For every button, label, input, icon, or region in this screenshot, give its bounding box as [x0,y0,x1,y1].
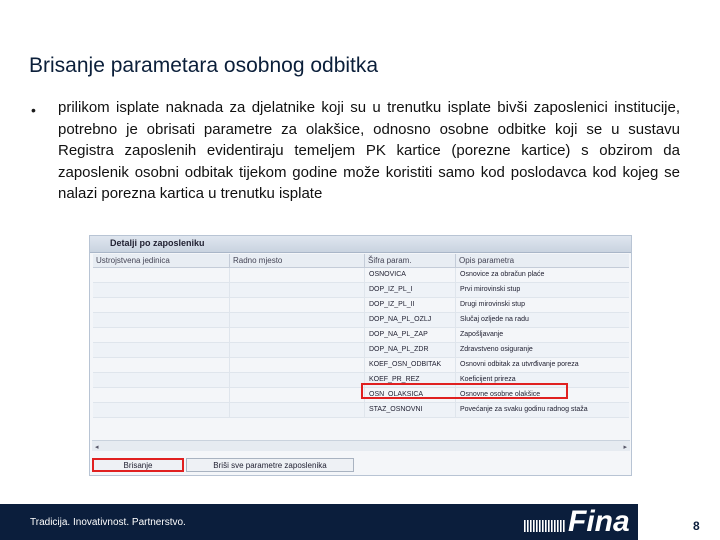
bullet-text: prilikom isplate naknada za djelatnike koji su u trenutku isplate bivši zaposlenici institucije, potrebno je obrisati parametre za olakšice, odnosno osobne odbitke koji se u sustavu Registra zaposlenih evidentiraju temeljem PK kartice (porezne kartice) s obzirom da zaposlenik osobni odbitak tijekom godine može koristiti samo kod poslodavca kod kojeg se nalazi porezna kartica u trenutku isplate [58,99,680,202]
window-title-bar [90,236,631,253]
page-number: 8 [693,519,700,533]
param-code-cell: DOP_IZ_PL_I [365,283,456,297]
table-row[interactable] [93,343,629,358]
scroll-left-icon[interactable]: ◂ [95,444,99,451]
table-row[interactable] [93,298,629,313]
param-code-cell: STAZ_OSNOVNI [365,403,456,417]
param-desc-cell: Povećanje za svaku godinu radnog staža [460,406,588,413]
column-header-param-code[interactable]: Šifra param. [365,254,456,267]
slide-title: Brisanje parametara osobnog odbitka [29,54,379,77]
param-desc-cell: Slučaj ozljede na radu [460,316,529,323]
bullet-symbol: • [31,102,36,118]
param-desc-cell: Osnovice za obračun plaće [460,271,545,278]
column-header-position[interactable]: Radno mjesto [230,254,365,267]
delete-all-params-button[interactable]: Briši sve parametre zaposlenika [186,458,354,472]
highlight-frame [361,383,568,399]
table-row[interactable] [93,328,629,343]
logo-wordmark: Fina [568,505,630,538]
table-row[interactable] [93,358,629,373]
table-row[interactable] [93,313,629,328]
table-row[interactable] [93,403,629,418]
window-title: Detalji po zaposleniku [110,238,205,248]
param-code-cell: OSNOVICA [365,268,456,282]
param-desc-cell: Osnovne osobne olakšice [460,391,541,398]
logo-stripes-icon [524,516,568,534]
param-code-cell: KOEF_PR_REZ [365,373,456,387]
grid-header [93,254,629,268]
table-row[interactable] [93,283,629,298]
param-code-cell: DOP_IZ_PL_II [365,298,456,312]
param-code-cell: DOP_NA_PL_ZDR [365,343,456,357]
column-header-unit[interactable]: Ustrojstvena jedinica [93,254,230,267]
param-desc-cell: Zdravstveno osiguranje [460,346,533,353]
table-row[interactable] [93,268,629,283]
scroll-right-icon[interactable]: ▸ [623,444,627,451]
param-desc-cell: Prvi mirovinski stup [460,286,521,293]
param-code-cell: DOP_NA_PL_ZAP [365,328,456,342]
param-desc-cell: Koeficijent prireza [460,376,516,383]
delete-button[interactable]: Brisanje [92,458,184,472]
param-code-cell: OSN_OLAKSICA [365,388,456,402]
param-desc-cell: Zapošljavanje [460,331,504,338]
param-code-cell: KOEF_OSN_ODBITAK [365,358,456,372]
param-desc-cell: Osnovni odbitak za utvrđivanje poreza [460,361,579,368]
column-header-param-desc[interactable]: Opis parametra [459,256,515,265]
param-desc-cell: Drugi mirovinski stup [460,301,525,308]
horizontal-scrollbar[interactable] [92,440,630,451]
param-code-cell: DOP_NA_PL_OZLJ [365,313,456,327]
footer-tagline: Tradicija. Inovativnost. Partnerstvo. [30,517,186,528]
